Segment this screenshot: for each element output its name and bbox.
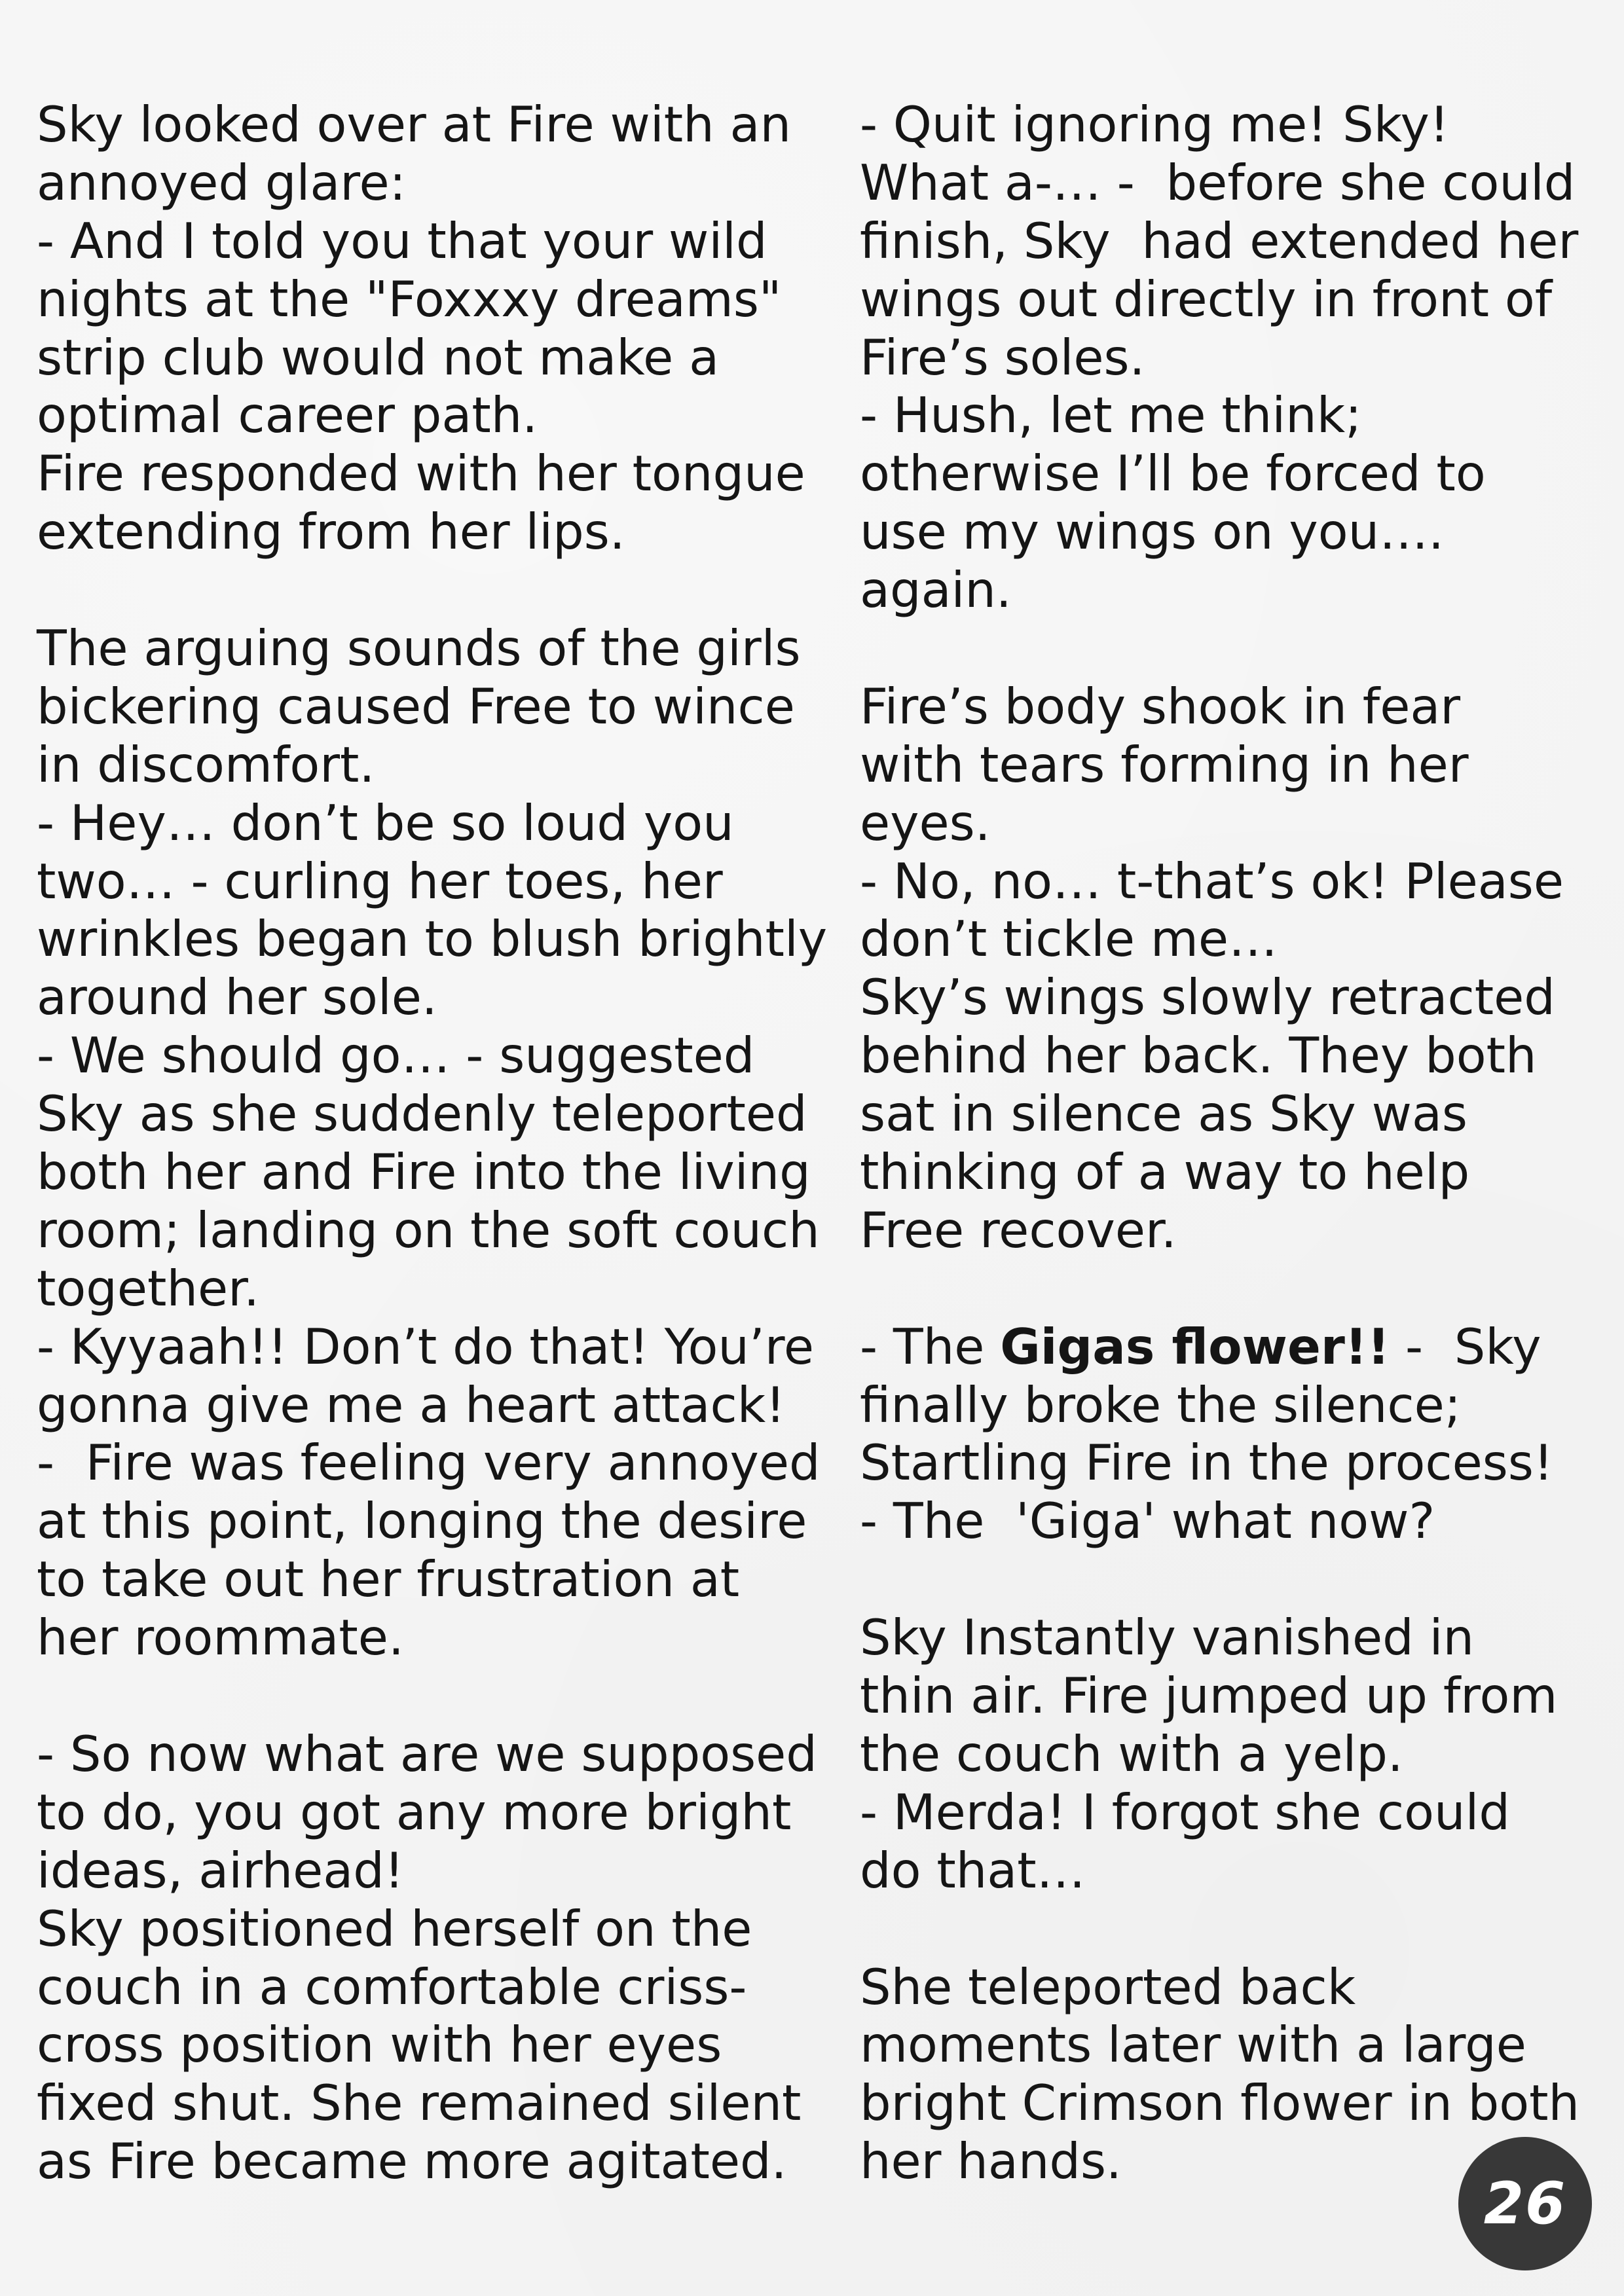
text-line: both her and Fire into the living [37,1143,811,1201]
page-number-badge [1458,2137,1592,2270]
text-line: together. [37,1259,259,1317]
blank-line [37,1667,849,1725]
text-segment: - Sky [1390,1317,1541,1376]
text-line: her hands. [860,2132,1122,2191]
text-line: at this point, longing the desire [37,1492,807,1550]
text-line: around her sole. [37,968,437,1027]
text-line: - We should go… - suggested [37,1027,755,1085]
text-line: the couch with a yelp. [860,1724,1403,1783]
text-line: - Fire was feeling very annoyed [37,1434,821,1492]
text-line: Sky Instantly vanished in [860,1609,1474,1667]
text-line: behind her back. They both [860,1027,1537,1085]
text-line: bickering caused Free to wince [37,677,795,735]
text-line: again. [860,561,1012,619]
text-line: Sky positioned herself on the [37,1899,752,1958]
text-line: annoyed glare: [37,153,406,211]
blank-line [860,619,1606,678]
text-line: fixed shut. She remained silent [37,2074,802,2132]
left-column [37,96,849,2191]
text-line: Fire’s body shook in fear [860,677,1461,735]
text-line: do that… [860,1841,1086,1899]
text-line: room; landing on the soft couch [37,1201,820,1259]
text-line: her roommate. [37,1609,404,1667]
blank-line [37,561,849,619]
emphasized-text: Gigas flower!! [1000,1317,1390,1376]
text-line: - So now what are we supposed [37,1724,817,1783]
text-line: couch in a comfortable criss- [37,1958,747,2016]
blank-line [860,1260,1606,1318]
text-line: to do, you got any more bright [37,1783,792,1841]
text-line: use my wings on you…. [860,503,1445,561]
text-line: She teleported back [860,1958,1356,2016]
text-line: - Kyyaah!! Don’t do that! You’re [37,1317,815,1376]
text-line: - Merda! I forgot she could [860,1783,1510,1841]
text-line: What a-… - before she could [860,153,1576,211]
text-line: - The 'Giga' what now? [860,1492,1435,1550]
text-line: bright Crimson flower in both [860,2074,1580,2132]
text-line: Fire responded with her tongue [37,445,805,503]
text-line: two… - curling her toes, her [37,852,723,910]
text-line: Sky looked over at Fire with an [37,96,791,153]
text-line: nights at the "Foxxxy dreams" [37,270,782,328]
text-line: cross position with her eyes [37,2016,722,2074]
text-line: optimal career path. [37,386,538,445]
text-line: finally broke the silence; [860,1376,1462,1434]
text-line: strip club would not make a [37,328,720,386]
text-line: thinking of a way to help [860,1143,1470,1201]
text-line: moments later with a large [860,2016,1526,2074]
text-line: extending from her lips. [37,503,625,561]
text-line: eyes. [860,793,991,852]
text-line: gonna give me a heart attack! [37,1376,786,1434]
text-line: with tears forming in her [860,735,1469,793]
text-line: Sky’s wings slowly retracted [860,968,1555,1027]
text-line: - Hey… don’t be so loud you [37,793,734,852]
text-segment: - The [860,1317,1001,1376]
text-line: in discomfort. [37,735,375,793]
text-line-emphasis [860,1318,1606,1376]
text-line: as Fire became more agitated. [37,2132,787,2191]
text-line: otherwise I’ll be forced to [860,445,1486,503]
text-line: wings out directly in front of [860,270,1553,328]
text-line: - Quit ignoring me! Sky! [860,96,1449,153]
text-line: Free recover. [860,1201,1177,1259]
blank-line [860,1550,1606,1609]
text-line: - No, no… t-that’s ok! Please [860,852,1564,910]
text-line: Fire’s soles. [860,328,1145,386]
text-line: - Hush, let me think; [860,386,1362,445]
text-line: ideas, airhead! [37,1841,404,1899]
text-line: sat in silence as Sky was [860,1085,1467,1143]
text-line: thin air. Fire jumped up from [860,1667,1558,1725]
text-line: Sky as she suddenly teleported [37,1085,807,1143]
blank-line [860,1900,1606,1958]
text-line: Startling Fire in the process! [860,1434,1553,1492]
text-line: finish, Sky had extended her [860,211,1579,270]
text-line: don’t tickle me… [860,910,1278,968]
text-line: The arguing sounds of the girls [37,619,801,678]
text-line: wrinkles began to blush brightly [37,910,828,968]
text-line: to take out her frustration at [37,1550,740,1609]
page-number: 26 [1483,2170,1567,2237]
text-line: - And I told you that your wild [37,211,767,270]
right-column [860,96,1606,2191]
